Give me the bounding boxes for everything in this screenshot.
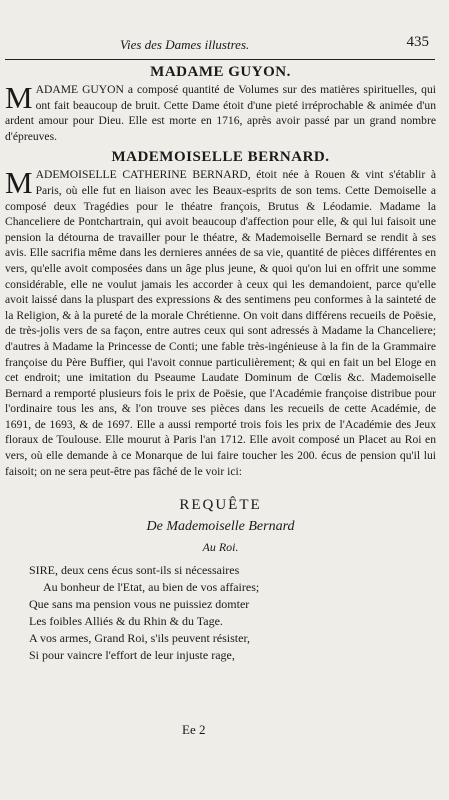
- poem-line: Que sans ma pension vous ne puissiez domter: [29, 597, 250, 612]
- poem-block: [5, 497, 436, 664]
- section-heading-guyon: MADAME GUYON.: [150, 64, 291, 80]
- poem-line: Si pour vaincre l'effort de leur injuste rage,: [29, 648, 235, 663]
- dropcap-guyon: M: [5, 80, 33, 115]
- section-heading-bernard: MADEMOISELLE BERNARD.: [111, 149, 330, 166]
- poem-line: SIRE, deux cens écus sont-ils si nécessaires: [29, 563, 240, 578]
- poem-subtitle: De Mademoiselle Bernard: [146, 519, 295, 535]
- poem-addressee: Au Roi.: [202, 540, 239, 555]
- poem-title: REQUÊTE: [179, 497, 262, 514]
- signature-mark: Ee 2: [182, 722, 206, 737]
- page-body: [5, 62, 436, 664]
- running-title: Vies des Dames illustres.: [120, 37, 250, 52]
- page-number: 435: [406, 34, 429, 50]
- poem-line: A vos armes, Grand Roi, s'ils peuvent résister,: [29, 631, 250, 646]
- text-bernard: ADEMOISELLE CATHERINE BERNARD, étoit née à Rouen & vint s'établir à Paris, où elle fut en liaison avec les Beaux-esprits de son tems. Cette Demoiselle a composé deux Tragédies pour le théatre françois, Brutus & Léodamie. Madame la Chanceliere de Pontchartrain, qui avoit beaucoup d'affection pour elle, & qui lui faisoit une pension la détourna de travailler pour le théatre, & Mademoiselle Bernard se rendit à ses avis. Elle sacrifia même dans les dernieres années de sa vie, quantité de pièces différentes en vers, qu'elle avoit composées dans un âge plus jeune, & quoi qu'on lui en offrit une somme considérable, elle ne voulut jamais les accorder à ceux qui les demandoient, parce qu'elle avoit laissé dans la pluspart des expressions & des sentimens peu conformes à la sainteté de la Religion, & à la pureté de la morale Chrétienne. On voit dans différens recueils de Poësie, de très-jolis vers de sa façon, entre autres ceux qui sont adressés à Madame la Chanceliere; d'autres à Madame la Princesse de Conti; une fable très-ingénieuse à la fin de la Grammaire françoise du Père Buffier, qui l'avoit connue particulièrement; & qui en fait un bel Eloge en cet endroit; une imitation du Pseaume Laudate Dominum de Cœlis &c. Mademoiselle Bernard a remporté plusieurs fois le prix de Poësie, que l'Académie françoise distribue pour l'ordinaire tous les ans, & l'on trouve ses pièces dans les recueils de cette Académie, de 1691, de 1693, & de 1697. Elle a aussi remporté trois fois les prix de l'Académie des Jeux floraux de Toulouse. Elle mourut à Paris l'an 1712. Elle avoit composé un Placet au Roi en vers, où elle demande à ce Monarque de lui faire toucher les 200. écus de pension qu'il lui faisoit; on ne sera peut-être pas fâché de le voir ici:: [5, 168, 436, 478]
- paragraph-guyon: [5, 82, 436, 144]
- dropcap-bernard: M: [5, 165, 33, 201]
- poem-line: Au bonheur de l'Etat, au bien de vos affaires;: [43, 580, 260, 595]
- text-guyon: ADAME GUYON a composé quantité de Volumes sur des matières spirituelles, qui ont fait beaucoup de bruit. Cette Dame étoit d'une pieté irréprochable & animée d'un ardent amour pour Dieu. Elle est morte en 1716, après avoir passé par un grand nombre d'épreuves.: [5, 83, 436, 143]
- poem-line: Les foibles Alliés & du Rhin & du Tage.: [29, 614, 223, 629]
- running-head: [0, 32, 449, 62]
- paragraph-bernard: [5, 167, 436, 479]
- header-rule: [5, 59, 435, 60]
